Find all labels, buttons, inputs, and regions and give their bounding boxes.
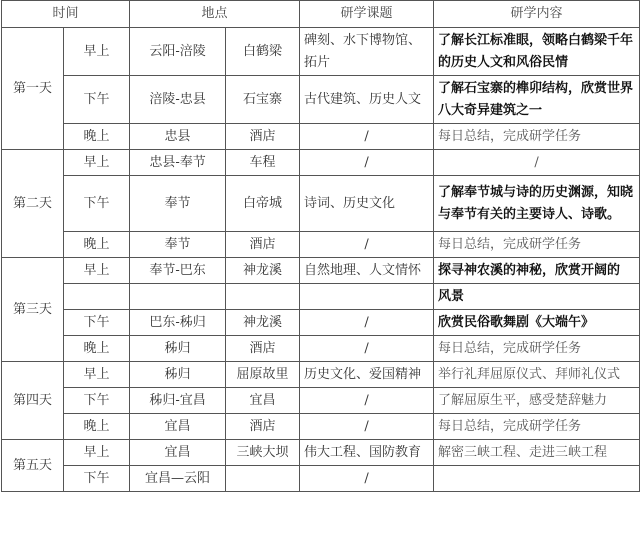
period-cell: 早上 <box>64 362 130 388</box>
topic-cell: 诗词、历史文化 <box>300 176 434 232</box>
site-cell: 酒店 <box>226 336 300 362</box>
itinerary-body <box>2 28 640 492</box>
day-label: 第五天 <box>2 440 64 492</box>
topic-cell: / <box>300 336 434 362</box>
period-cell: 晚上 <box>64 414 130 440</box>
site-cell: 屈原故里 <box>226 362 300 388</box>
table-row <box>2 76 640 124</box>
day-label: 第四天 <box>2 362 64 440</box>
topic-cell: 历史文化、爱国精神 <box>300 362 434 388</box>
site-cell: 白帝城 <box>226 176 300 232</box>
route-cell: 奉节 <box>130 232 226 258</box>
site-cell <box>226 466 300 492</box>
route-cell: 秭归 <box>130 362 226 388</box>
period-cell: 下午 <box>64 310 130 336</box>
topic-cell: / <box>300 232 434 258</box>
site-cell: 三峡大坝 <box>226 440 300 466</box>
topic-cell: / <box>300 124 434 150</box>
header-topic: 研学课题 <box>300 1 434 28</box>
header-place: 地点 <box>130 1 300 28</box>
site-cell: 石宝寨 <box>226 76 300 124</box>
route-cell: 巴东-秭归 <box>130 310 226 336</box>
topic-cell: / <box>300 388 434 414</box>
route-cell <box>130 284 226 310</box>
period-cell: 早上 <box>64 440 130 466</box>
route-cell: 忠县 <box>130 124 226 150</box>
table-row <box>2 310 640 336</box>
content-cell: 欣赏民俗歌舞剧《大端午》 <box>434 310 640 336</box>
period-cell: 早上 <box>64 150 130 176</box>
topic-cell <box>300 284 434 310</box>
content-cell: 每日总结，完成研学任务 <box>434 336 640 362</box>
table-row <box>2 150 640 176</box>
table-row <box>2 336 640 362</box>
route-cell: 忠县-奉节 <box>130 150 226 176</box>
table-row <box>2 362 640 388</box>
topic-cell: 古代建筑、历史人文 <box>300 76 434 124</box>
topic-cell: / <box>300 466 434 492</box>
period-cell: 下午 <box>64 176 130 232</box>
table-row <box>2 124 640 150</box>
content-cell: 解密三峡工程、走进三峡工程 <box>434 440 640 466</box>
period-cell <box>64 284 130 310</box>
table-row <box>2 466 640 492</box>
route-cell: 云阳-涪陵 <box>130 28 226 76</box>
table-row <box>2 440 640 466</box>
site-cell: 酒店 <box>226 232 300 258</box>
route-cell: 奉节 <box>130 176 226 232</box>
content-cell: 风景 <box>434 284 640 310</box>
table-row <box>2 388 640 414</box>
topic-cell: 碑刻、水下博物馆、拓片 <box>300 28 434 76</box>
route-cell: 秭归 <box>130 336 226 362</box>
topic-cell: 自然地理、人文情怀 <box>300 258 434 284</box>
table-row <box>2 258 640 284</box>
route-cell: 奉节-巴东 <box>130 258 226 284</box>
site-cell <box>226 284 300 310</box>
header-content: 研学内容 <box>434 1 640 28</box>
content-cell: 每日总结，完成研学任务 <box>434 124 640 150</box>
period-cell: 晚上 <box>64 336 130 362</box>
topic-cell: / <box>300 414 434 440</box>
header-row <box>2 1 640 28</box>
period-cell: 下午 <box>64 76 130 124</box>
content-cell: 每日总结，完成研学任务 <box>434 414 640 440</box>
period-cell: 下午 <box>64 388 130 414</box>
content-cell: 了解长江标准眼，领略白鹤梁千年的历史人文和风俗民情 <box>434 28 640 76</box>
table-row <box>2 176 640 232</box>
site-cell: 宜昌 <box>226 388 300 414</box>
content-cell: 了解石宝寨的榫卯结构，欣赏世界八大奇异建筑之一 <box>434 76 640 124</box>
site-cell: 车程 <box>226 150 300 176</box>
topic-cell: 伟大工程、国防教育 <box>300 440 434 466</box>
table-row <box>2 28 640 76</box>
route-cell: 秭归-宜昌 <box>130 388 226 414</box>
content-cell <box>434 466 640 492</box>
period-cell: 晚上 <box>64 232 130 258</box>
route-cell: 涪陵-忠县 <box>130 76 226 124</box>
site-cell: 神龙溪 <box>226 258 300 284</box>
site-cell: 酒店 <box>226 124 300 150</box>
topic-cell: / <box>300 310 434 336</box>
table-row <box>2 232 640 258</box>
period-cell: 早上 <box>64 258 130 284</box>
site-cell: 白鹤梁 <box>226 28 300 76</box>
period-cell: 下午 <box>64 466 130 492</box>
site-cell: 酒店 <box>226 414 300 440</box>
period-cell: 早上 <box>64 28 130 76</box>
day-label: 第一天 <box>2 28 64 150</box>
day-label: 第二天 <box>2 150 64 258</box>
topic-cell: / <box>300 150 434 176</box>
table-row <box>2 284 640 310</box>
header-time: 时间 <box>2 1 130 28</box>
content-cell: 了解奉节城与诗的历史渊源，知晓与奉节有关的主要诗人、诗歌。 <box>434 176 640 232</box>
content-cell: / <box>434 150 640 176</box>
route-cell: 宜昌—云阳 <box>130 466 226 492</box>
content-cell: 举行礼拜屈原仪式、拜师礼仪式 <box>434 362 640 388</box>
period-cell: 晚上 <box>64 124 130 150</box>
itinerary-table <box>1 0 640 492</box>
content-cell: 每日总结，完成研学任务 <box>434 232 640 258</box>
route-cell: 宜昌 <box>130 414 226 440</box>
route-cell: 宜昌 <box>130 440 226 466</box>
site-cell: 神龙溪 <box>226 310 300 336</box>
content-cell: 探寻神农溪的神秘，欣赏开阔的 <box>434 258 640 284</box>
table-row <box>2 414 640 440</box>
day-label: 第三天 <box>2 258 64 362</box>
content-cell: 了解屈原生平，感受楚辞魅力 <box>434 388 640 414</box>
